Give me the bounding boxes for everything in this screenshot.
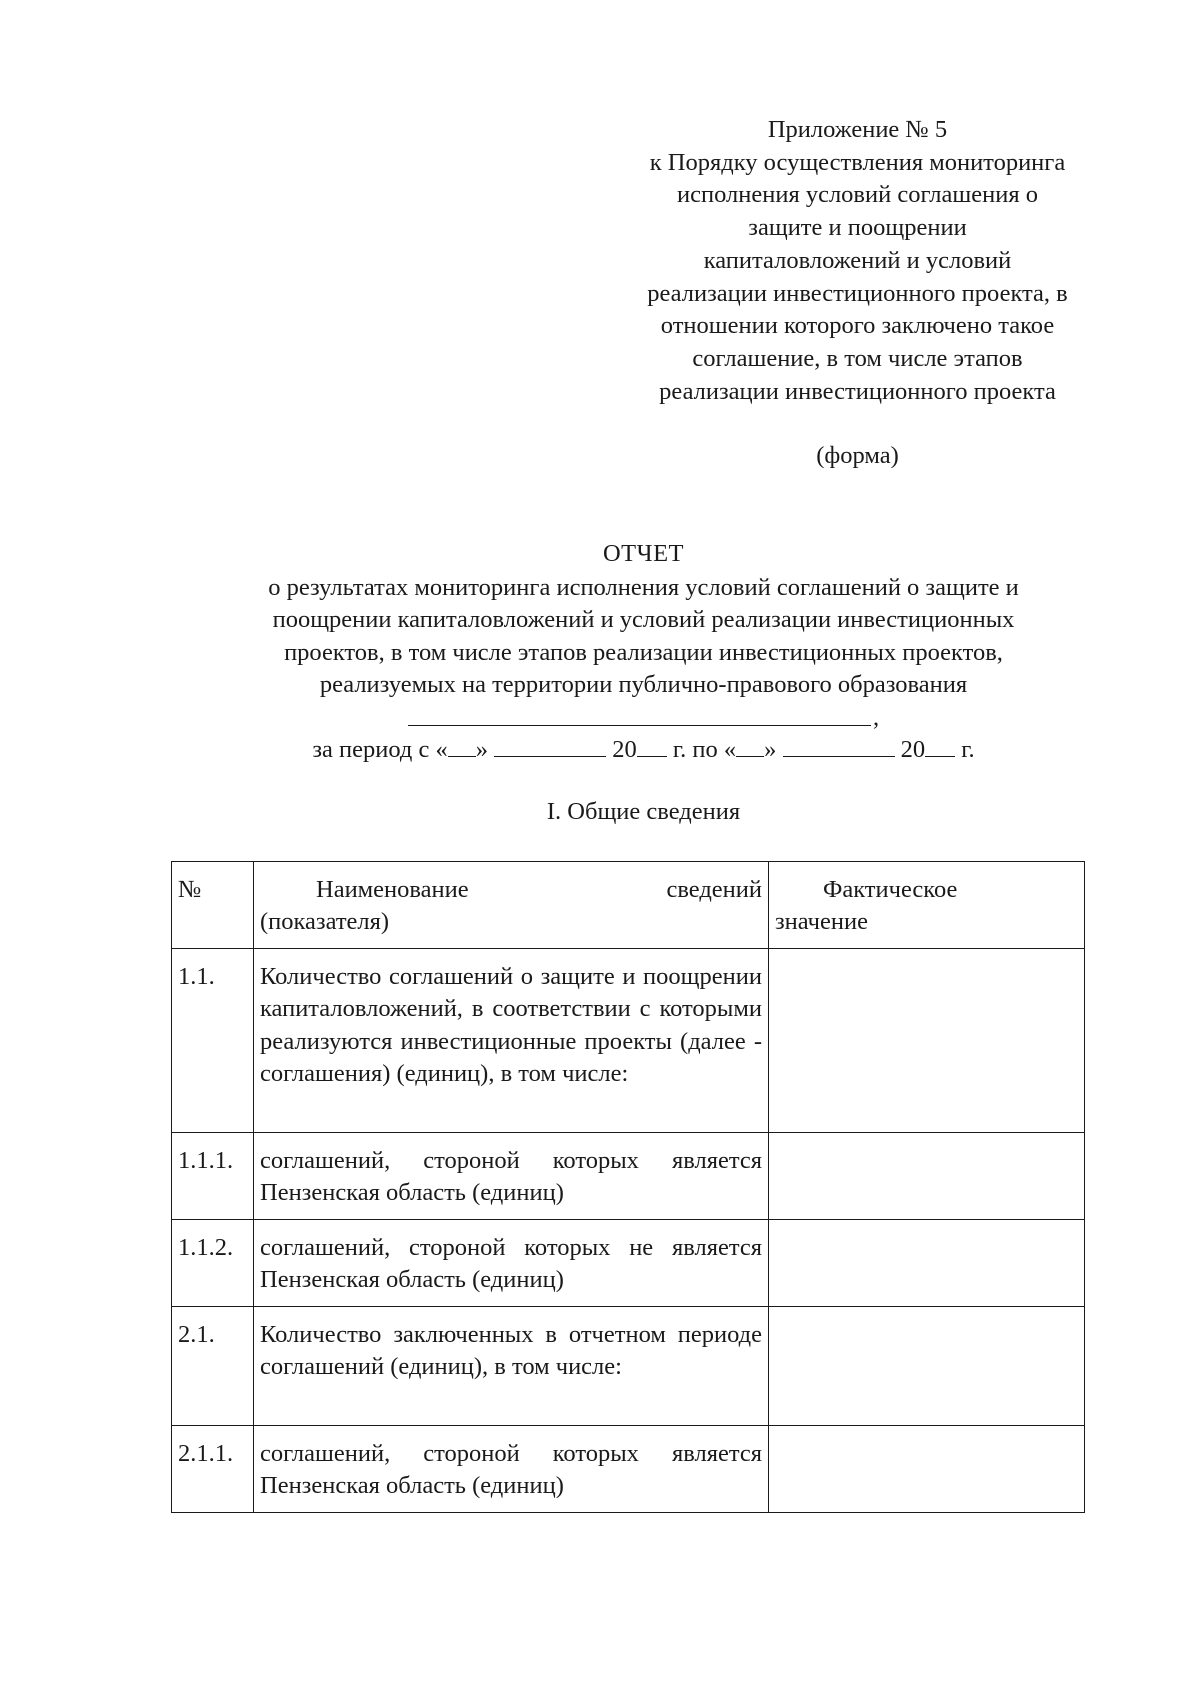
appendix-line: капиталовложений и условий [703, 246, 1012, 274]
start-month-blank[interactable] [494, 734, 606, 757]
row-num: 1.1.1. [172, 1133, 254, 1220]
form-label: (форма) [816, 442, 899, 469]
row-value-cell[interactable] [769, 1307, 1085, 1426]
table-row [172, 1426, 1085, 1513]
appendix-line: Приложение № 5 [767, 116, 948, 143]
header-value-part1: Фактическое [823, 876, 958, 903]
row-name: Количество заключенных в отчетном периоде соглашений (единиц), в том числе: [254, 1307, 769, 1426]
report-period [0, 734, 1200, 766]
end-year-blank[interactable] [925, 734, 955, 757]
end-suffix: г. [955, 736, 975, 763]
subtitle-line: о результатах мониторинга исполнения условий соглашений о защите и [268, 574, 1019, 601]
appendix-line: к Порядку осуществления мониторинга [649, 148, 1066, 176]
subtitle-line: реализуемых на территории публично-правового образования [319, 670, 968, 698]
header-name-part2: (показателя) [260, 908, 390, 936]
row-name: соглашений, стороной которых является Пензенская область (единиц) [254, 1426, 769, 1513]
table-header-row [172, 862, 1085, 949]
report-title: ОТЧЕТ [602, 540, 684, 567]
row-name: соглашений, стороной которых является Пензенская область (единиц) [254, 1133, 769, 1220]
row-value-cell[interactable] [769, 949, 1085, 1133]
appendix-header [605, 114, 1110, 408]
table-row [172, 1220, 1085, 1307]
header-num: № [172, 862, 254, 949]
row-num: 1.1.2. [172, 1220, 254, 1307]
appendix-line: реализации инвестиционного проекта, в [647, 279, 1068, 307]
start-day-blank[interactable] [448, 734, 476, 757]
appendix-line: реализации инвестиционного проекта [659, 377, 1056, 405]
entity-comma: , [873, 704, 880, 731]
row-value-cell[interactable] [769, 1426, 1085, 1513]
appendix-line: защите и поощрении [748, 214, 967, 242]
table-row [172, 949, 1085, 1133]
row-num: 2.1. [172, 1307, 254, 1426]
section-title: I. Общие сведения [546, 798, 741, 825]
header-value-part2: значение [775, 908, 868, 936]
table-row [172, 1133, 1085, 1220]
row-num: 2.1.1. [172, 1426, 254, 1513]
period-prefix: за период с « [312, 736, 448, 763]
header-name [254, 862, 769, 949]
end-month-blank[interactable] [783, 734, 895, 757]
row-value-cell[interactable] [769, 1220, 1085, 1307]
end-day-blank[interactable] [736, 734, 764, 757]
start-year-blank[interactable] [637, 734, 667, 757]
report-subtitle [0, 572, 1200, 701]
quote-close: » [764, 736, 777, 763]
entity-name-blank[interactable] [408, 725, 871, 726]
row-name: соглашений, стороной которых не является Пензенская область (единиц) [254, 1220, 769, 1307]
end-year-prefix: 20 [900, 736, 926, 763]
subtitle-line: проектов, в том числе этапов реализации инвестиционных проектов, [284, 638, 1003, 666]
general-info-table [171, 861, 1085, 1513]
appendix-line: соглашение, в том числе этапов [692, 344, 1023, 372]
quote-close: » [475, 736, 488, 763]
row-num: 1.1. [172, 949, 254, 1133]
year-prefix: 20 [612, 736, 637, 763]
header-name-part1: Наименование сведений [316, 876, 762, 903]
year-suffix: г. по « [666, 736, 737, 763]
row-name: Количество соглашений о защите и поощрении капиталовложений, в соответствии с которыми реализуются инвестиционные проекты (далее - соглашения) (единиц), в том числе: [254, 949, 769, 1133]
table-row [172, 1307, 1085, 1426]
subtitle-line: поощрении капиталовложений и условий реализации инвестиционных [272, 606, 1015, 634]
header-value [769, 862, 1085, 949]
appendix-line: отношении которого заключено такое [660, 312, 1055, 340]
row-value-cell[interactable] [769, 1133, 1085, 1220]
appendix-line: исполнения условий соглашения о [676, 181, 1038, 209]
